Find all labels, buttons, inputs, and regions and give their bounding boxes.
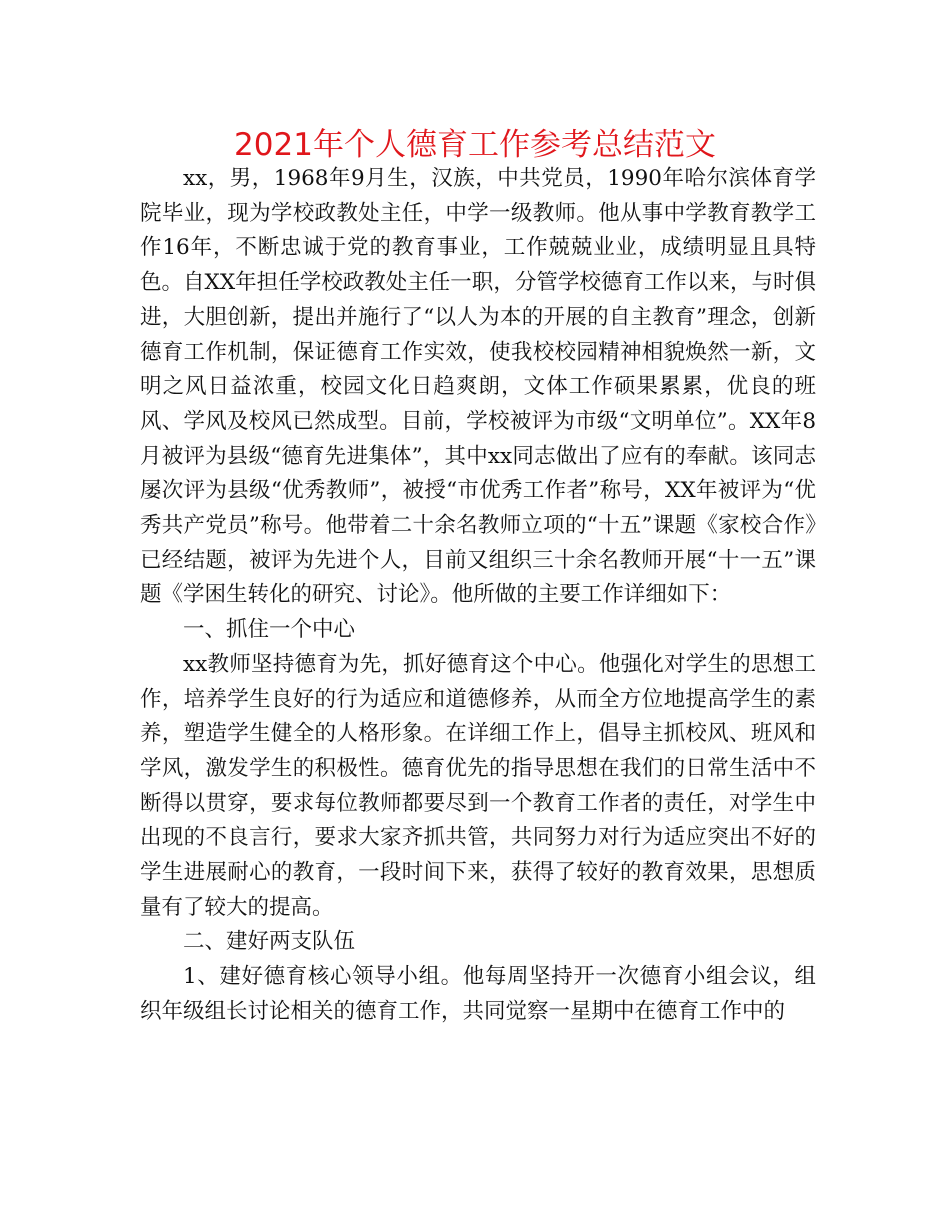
section-heading-2: 二、建好两支队伍 bbox=[183, 929, 356, 955]
document-body bbox=[140, 162, 816, 1030]
document-title: 2021年个人德育工作参考总结范文 bbox=[234, 127, 716, 163]
section-1-paragraph: xx教师坚持德育为先，抓好德育这个中心。他强化对学生的思想工作，培养学生良好的行为适应和道德修养，从而全方位地提高学生的素养，塑造学生健全的人格形象。在详细工作上，倡导主抓校风、班风和学风，激发学生的积极性。德育优先的指导思想在我们的日常生活中不断得以贯穿，要求每位教师都要尽到一个教育工作者的责任，对学生中出现的不良言行，要求大家齐抓共管，共同努力对行为适应突出不好的学生进展耐心的教育，一段时间下来，获得了较好的教育效果，思想质量有了较大的提高。 bbox=[140, 651, 816, 920]
intro-paragraph: xx，男，1968年9月生，汉族，中共党员，1990年哈尔滨体育学院毕业，现为学校政教处主任，中学一级教师。他从事中学教育教学工作16年，不断忠诚于党的教育事业，工作兢兢业业，成绩明显且具特色。自XX年担任学校政教处主任一职，分管学校德育工作以来，与时俱进，大胆创新，提出并施行了“以人为本的开展的自主教育”理念，创新德育工作机制，保证德育工作实效，使我校校园精神相貌焕然一新，文明之风日益浓重，校园文化日趋爽朗，文体工作硕果累累，优良的班风、学风及校风已然成型。目前，学校被评为市级“文明单位”。XX年8月被评为县级“德育先进集体”，其中xx同志做出了应有的奉献。该同志屡次评为县级“优秀教师”，被授“市优秀工作者”称号，XX年被评为“优秀共产党员”称号。他带着二十余名教师立项的“十五”课题《家校合作》已经结题，被评为先进个人，目前又组织三十余名教师开展“十一五”课题《学困生转化的研究、讨论》。他所做的主要工作详细如下： bbox=[140, 166, 816, 608]
section-2-paragraph: 1、建好德育核心领导小组。他每周坚持开一次德育小组会议，组织年级组长讨论相关的德育工作，共同觉察一星期中在德育工作中的 bbox=[140, 964, 816, 1024]
section-heading-1: 一、抓住一个中心 bbox=[183, 617, 356, 643]
